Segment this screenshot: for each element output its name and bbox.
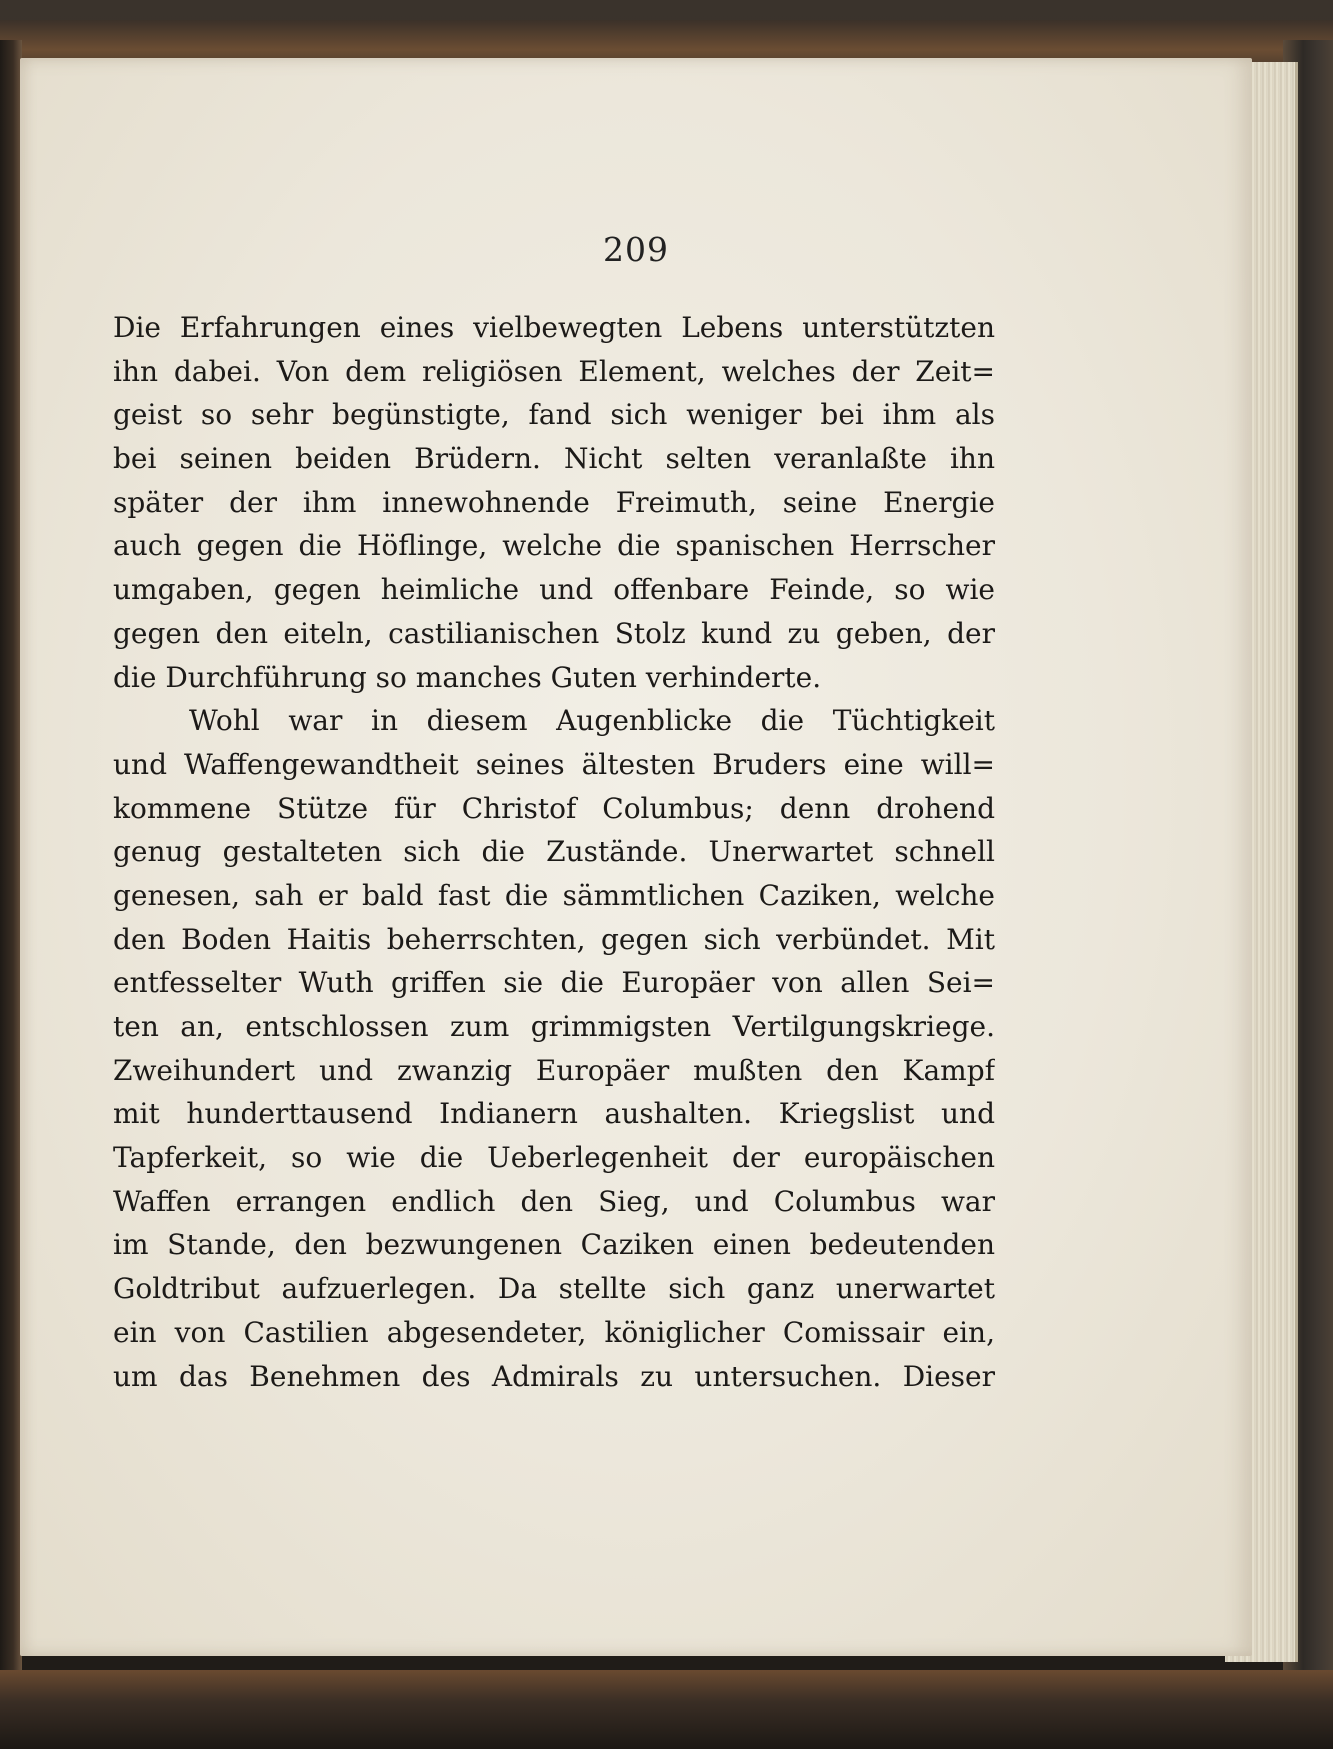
text-line: geist so sehr begünstigte, fand sich weniger bei ihm als xyxy=(113,398,995,432)
page-number: 209 xyxy=(603,230,669,269)
book-cover-left-edge xyxy=(0,40,22,1680)
text-line: bei seinen beiden Brüdern. Nicht selten veranlaßte ihn xyxy=(113,442,995,476)
text-line: den Boden Haitis beherrschten, gegen sich verbündet. Mit xyxy=(113,922,995,956)
text-line: und Waffengewandtheit seines ältesten Bruders eine will= xyxy=(113,747,995,781)
text-line: Zweihundert und zwanzig Europäer mußten den Kampf xyxy=(113,1053,995,1087)
text-line: ten an, entschlossen zum grimmigsten Vertilgungskriege. xyxy=(113,1010,995,1043)
text-line: genesen, sah er bald fast die sämmtlichen Caziken, welche xyxy=(113,878,995,912)
text-line: mit hunderttausend Indianern aushalten. Kriegslist und xyxy=(113,1097,995,1131)
text-line: die Durchführung so manches Guten verhinderte. xyxy=(113,660,822,694)
book-page xyxy=(20,58,1252,1656)
text-line: auch gegen die Höflinge, welche die spanischen Herrscher xyxy=(113,529,995,563)
book-cover-bottom-edge xyxy=(0,1670,1333,1749)
text-line: Tapferkeit, so wie die Ueberlegenheit der europäischen xyxy=(113,1141,995,1175)
text-line: ihn dabei. Von dem religiösen Element, welches der Zeit= xyxy=(113,354,995,388)
text-line: umgaben, gegen heimliche und offenbare Feinde, so wie xyxy=(113,573,995,607)
text-line: entfesselter Wuth griffen sie die Europäer von allen Sei= xyxy=(113,966,995,1000)
text-line: gegen den eiteln, castilianischen Stolz kund zu geben, der xyxy=(113,616,995,650)
text-line: Waffen errangen endlich den Sieg, und Columbus war xyxy=(113,1184,995,1218)
text-line: um das Benehmen des Admirals zu untersuchen. Dieser xyxy=(113,1359,995,1393)
text-line: ein von Castilien abgesendeter, königlicher Comissair ein, xyxy=(113,1315,995,1349)
text-line: im Stande, den bezwungenen Caziken einen bedeutenden xyxy=(113,1228,995,1262)
body-text xyxy=(113,306,995,1398)
text-line: genug gestalteten sich die Zustände. Unerwartet schnell xyxy=(113,835,995,869)
text-line: Goldtribut aufzuerlegen. Da stellte sich ganz unerwartet xyxy=(113,1272,995,1306)
text-line: Die Erfahrungen eines vielbewegten Lebens unterstützten xyxy=(113,311,995,344)
text-line: später der ihm innewohnende Freimuth, seine Energie xyxy=(113,485,995,519)
text-line: Wohl war in diesem Augenblicke die Tüchtigkeit xyxy=(189,704,995,738)
text-line: kommene Stütze für Christof Columbus; denn drohend xyxy=(113,791,995,825)
